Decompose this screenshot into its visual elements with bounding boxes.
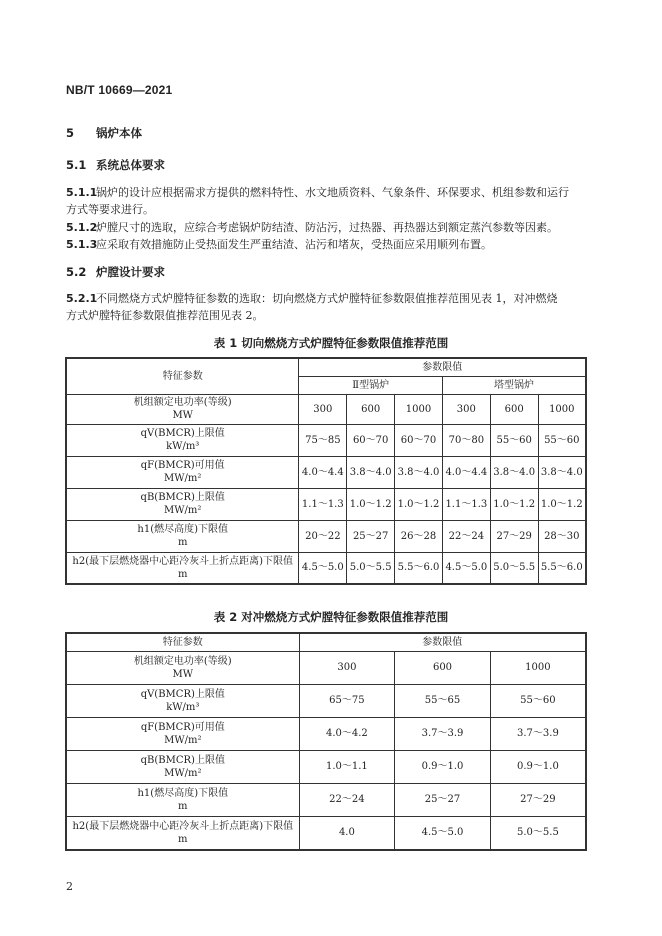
cell: 3.8～4.0 (395, 456, 443, 488)
cell: 1000 (538, 394, 586, 424)
row-label: qB(BMCR)上限值 MW/m² (66, 750, 299, 783)
row-label: 机组额定电功率(等级) MW (66, 394, 299, 424)
cell: 300 (299, 394, 347, 424)
table-row (66, 456, 586, 488)
row-label: h2(最下层燃烧器中心距冷灰斗上折点距离)下限值 m (66, 816, 299, 850)
cell: 1.0～1.2 (490, 488, 538, 520)
cell: 26～28 (395, 520, 443, 552)
clause-number: 5.1.3 (66, 238, 98, 251)
cell: 600 (395, 651, 491, 684)
table-row (66, 750, 586, 783)
cell: 1000 (395, 394, 443, 424)
cell: 1.0～1.2 (538, 488, 586, 520)
cell: 4.5～5.0 (442, 552, 490, 584)
cell: 3.8～4.0 (538, 456, 586, 488)
row-label: qV(BMCR)上限值 kW/m³ (66, 684, 299, 717)
table-row (66, 424, 586, 456)
cell: 5.0～5.5 (490, 552, 538, 584)
cell: 27～29 (490, 520, 538, 552)
cell: 3.8～4.0 (347, 456, 395, 488)
table-row (66, 783, 586, 816)
section-5-2-heading (66, 264, 165, 280)
clause-text: 炉膛尺寸的选取，应综合考虑锅炉防结渣、防沾污，过热器、再热器达到额定蒸汽参数等因素。 (96, 221, 558, 234)
table1-col-feature: 特征参数 (66, 358, 299, 394)
row-label: h1(燃尽高度)下限值 m (66, 783, 299, 816)
cell: 300 (299, 651, 395, 684)
table1-col-limits: 参数限值 (299, 358, 586, 376)
section-title: 炉膛设计要求 (96, 265, 165, 279)
table2 (65, 632, 587, 851)
table-row (66, 816, 586, 850)
clause-text-cont: 方式等要求进行。 (66, 203, 154, 216)
cell: 0.9～1.0 (395, 750, 491, 783)
cell: 22～24 (442, 520, 490, 552)
clause-5-2-1 (66, 290, 606, 324)
table2-header-row (66, 633, 586, 651)
table2-col-feature: 特征参数 (66, 633, 299, 651)
table-row (66, 394, 586, 424)
table-row (66, 684, 586, 717)
row-label: h2(最下层燃烧器中心距冷灰斗上折点距离)下限值 m (66, 552, 299, 584)
clause-text: 应采取有效措施防止受热面发生严重结渣、沾污和堵灰，受热面应采用顺列布置。 (96, 238, 492, 251)
cell: 5.5～6.0 (538, 552, 586, 584)
clause-text: 锅炉的设计应根据需求方提供的燃料特性、水文地质资料、气象条件、环保要求、机组参数和运行 (96, 186, 569, 199)
row-label: qB(BMCR)上限值 MW/m² (66, 488, 299, 520)
cell: 1000 (490, 651, 586, 684)
cell: 3.8～4.0 (490, 456, 538, 488)
cell: 300 (442, 394, 490, 424)
clause-5-1-3 (66, 236, 606, 253)
clause-number: 5.2.1 (66, 292, 98, 305)
section-number: 5.2 (66, 265, 87, 279)
cell: 60～70 (347, 424, 395, 456)
clause-number: 5.1.2 (66, 221, 98, 234)
cell: 60～70 (395, 424, 443, 456)
cell: 25～27 (347, 520, 395, 552)
section-title: 锅炉本体 (96, 126, 142, 140)
cell: 55～65 (395, 684, 491, 717)
clause-5-1-2 (66, 219, 606, 236)
cell: 3.7～3.9 (490, 717, 586, 750)
cell: 600 (347, 394, 395, 424)
cell: 5.0～5.5 (490, 816, 586, 850)
cell: 4.5～5.0 (299, 552, 347, 584)
row-label: 机组额定电功率(等级) MW (66, 651, 299, 684)
cell: 25～27 (395, 783, 491, 816)
cell: 55～60 (538, 424, 586, 456)
clause-5-1-1 (66, 184, 606, 218)
cell: 75～85 (299, 424, 347, 456)
cell: 3.7～3.9 (395, 717, 491, 750)
cell: 27～29 (490, 783, 586, 816)
clause-text: 不同燃烧方式炉膛特征参数的选取：切向燃烧方式炉膛特征参数限值推荐范围见表 1，对冲燃烧 (96, 292, 558, 305)
cell: 5.0～5.5 (347, 552, 395, 584)
row-label: qF(BMCR)可用值 MW/m² (66, 456, 299, 488)
table1-caption: 表 1 切向燃烧方式炉膛特征参数限值推荐范围 (213, 336, 449, 350)
cell: 1.0～1.2 (347, 488, 395, 520)
cell: 1.1～1.3 (299, 488, 347, 520)
table1 (65, 357, 587, 585)
page-number: 2 (66, 880, 73, 893)
cell: 28～30 (538, 520, 586, 552)
section-5-1-heading (66, 157, 165, 173)
cell: 70～80 (442, 424, 490, 456)
table-row (66, 552, 586, 584)
table-row (66, 717, 586, 750)
cell: 55～60 (490, 684, 586, 717)
cell: 4.0～4.2 (299, 717, 395, 750)
cell: 0.9～1.0 (490, 750, 586, 783)
table2-caption: 表 2 对冲燃烧方式炉膛特征参数限值推荐范围 (213, 610, 449, 624)
table1-group-tower: 塔型锅炉 (442, 376, 586, 394)
cell: 600 (490, 394, 538, 424)
table-row (66, 488, 586, 520)
cell: 22～24 (299, 783, 395, 816)
row-label: qF(BMCR)可用值 MW/m² (66, 717, 299, 750)
row-label: h1(燃尽高度)下限值 m (66, 520, 299, 552)
cell: 1.0～1.2 (395, 488, 443, 520)
row-label: qV(BMCR)上限值 kW/m³ (66, 424, 299, 456)
cell: 5.5～6.0 (395, 552, 443, 584)
section-title: 系统总体要求 (96, 158, 165, 172)
section-5-heading (66, 125, 142, 141)
standard-code: NB/T 10669—2021 (66, 83, 173, 97)
clause-text-cont: 方式炉膛特征参数限值推荐范围见表 2。 (66, 309, 264, 322)
cell: 65～75 (299, 684, 395, 717)
table-row (66, 520, 586, 552)
table-row (66, 651, 586, 684)
cell: 4.0～4.4 (442, 456, 490, 488)
section-number: 5 (66, 126, 75, 140)
clause-number: 5.1.1 (66, 186, 98, 199)
cell: 20～22 (299, 520, 347, 552)
cell: 4.0 (299, 816, 395, 850)
cell: 4.5～5.0 (395, 816, 491, 850)
cell: 55～60 (490, 424, 538, 456)
cell: 1.0～1.1 (299, 750, 395, 783)
table1-header-row (66, 358, 586, 376)
cell: 1.1～1.3 (442, 488, 490, 520)
table2-col-limits: 参数限值 (299, 633, 586, 651)
cell: 4.0～4.4 (299, 456, 347, 488)
section-number: 5.1 (66, 158, 87, 172)
table1-group-pi: Ⅱ型锅炉 (299, 376, 443, 394)
